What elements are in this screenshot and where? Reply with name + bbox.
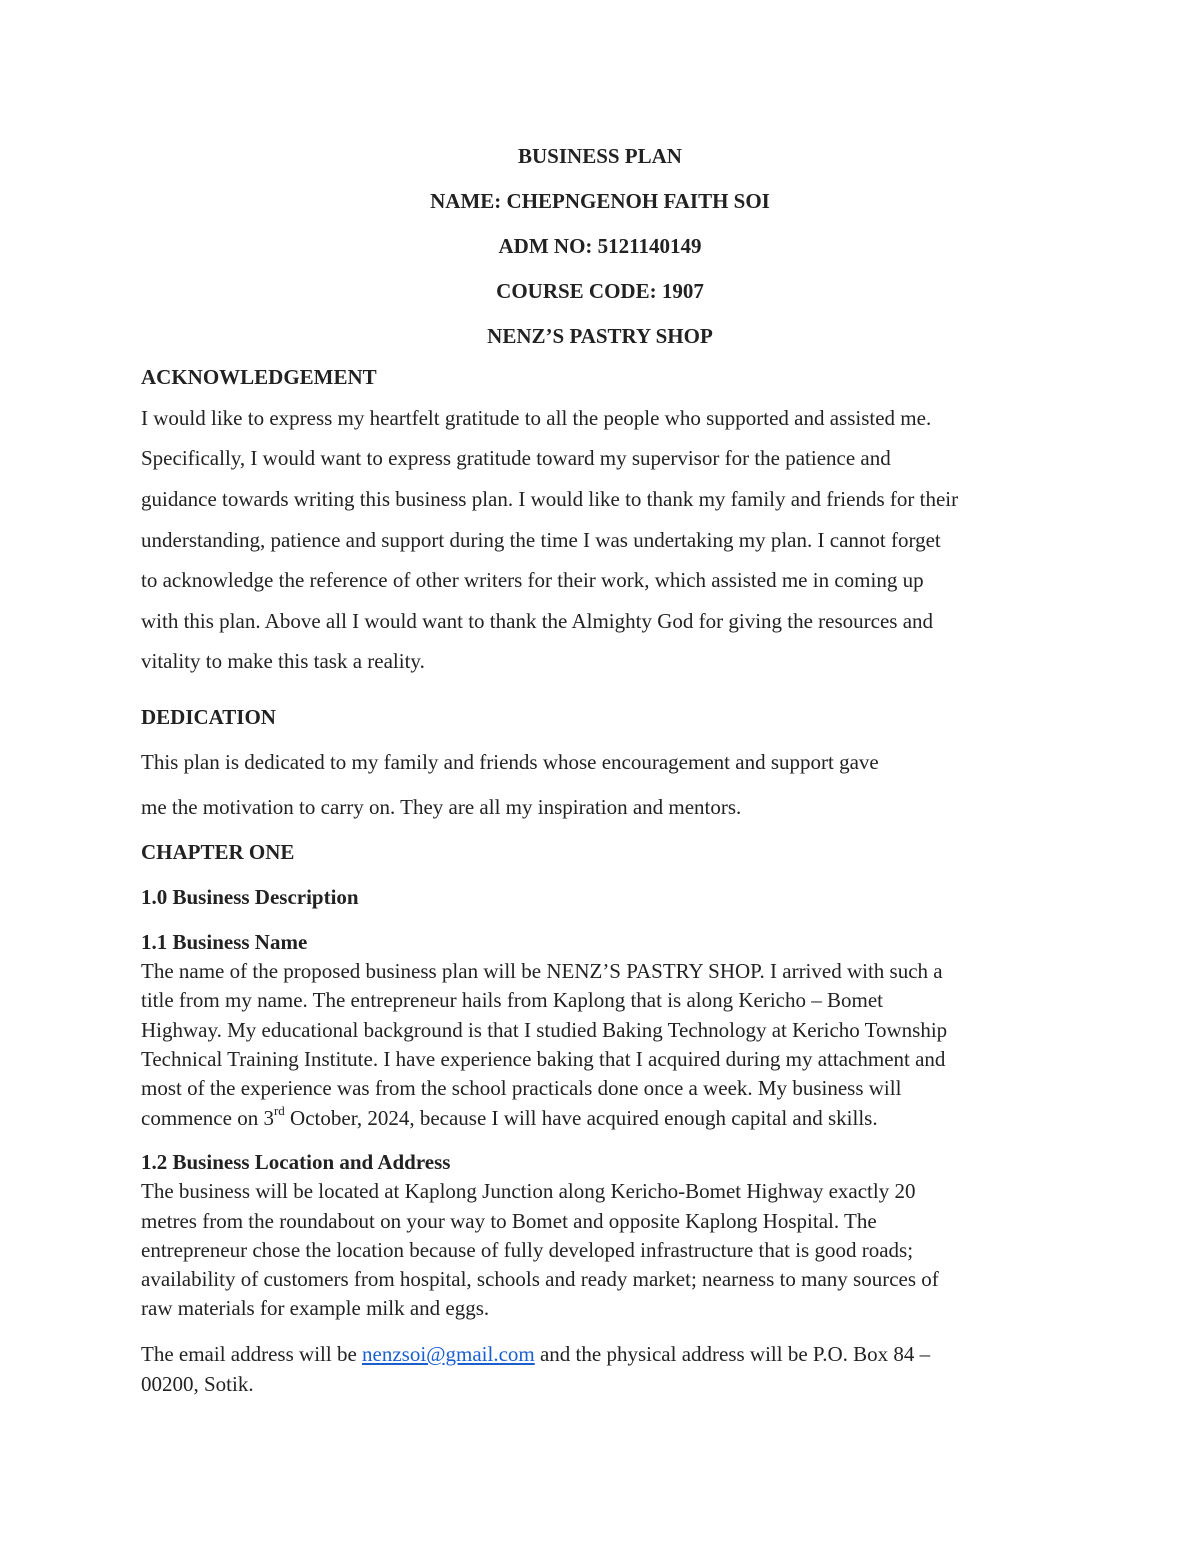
email-link[interactable]: nenzsoi@gmail.com (362, 1342, 535, 1366)
business-name-line: The name of the proposed business plan will be NENZ’S PASTRY SHOP. I arrived with such a (141, 959, 943, 983)
location-line: entrepreneur chose the location because of fully developed infrastructure that is good roads; (141, 1238, 914, 1262)
business-name-last-line (141, 1103, 878, 1130)
acknowledgement-line: Specifically, I would want to express gratitude toward my supervisor for the patience and (141, 446, 891, 470)
chapter-heading: CHAPTER ONE (141, 840, 295, 864)
location-heading: 1.2 Business Location and Address (141, 1150, 451, 1174)
student-name: NAME: CHEPNGENOH FAITH SOI (430, 189, 770, 213)
text-segment: The email address will be (141, 1342, 363, 1366)
course-code: COURSE CODE: 1907 (496, 279, 704, 303)
dedication-heading: DEDICATION (141, 705, 276, 729)
business-name-line: most of the experience was from the school practicals done once a week. My business will (141, 1076, 902, 1100)
admission-number: ADM NO: 5121140149 (498, 234, 702, 258)
shop-name: NENZ’S PASTRY SHOP (487, 324, 713, 348)
dedication-line: me the motivation to carry on. They are all my inspiration and mentors. (141, 795, 742, 819)
location-line: availability of customers from hospital, schools and ready market; nearness to many sources of (141, 1267, 939, 1291)
acknowledgement-heading: ACKNOWLEDGEMENT (141, 365, 377, 389)
acknowledgement-line: understanding, patience and support during the time I was undertaking my plan. I cannot forget (141, 528, 941, 552)
dedication-line: This plan is dedicated to my family and friends whose encouragement and support gave (141, 750, 879, 774)
section-heading: 1.0 Business Description (141, 885, 359, 909)
business-name-heading: 1.1 Business Name (141, 930, 308, 954)
text-segment: October, 2024, because I will have acquired enough capital and skills. (284, 1106, 878, 1130)
doc-title: BUSINESS PLAN (518, 144, 682, 168)
ordinal-suffix: rd (273, 1103, 285, 1118)
business-name-line: Technical Training Institute. I have experience baking that I acquired during my attachment and (141, 1047, 946, 1071)
acknowledgement-line: I would like to express my heartfelt gratitude to all the people who supported and assisted me. (141, 406, 932, 430)
text-segment: and the physical address will be P.O. Box 84 – (534, 1342, 931, 1366)
acknowledgement-line: with this plan. Above all I would want to thank the Almighty God for giving the resources and (141, 609, 934, 633)
business-name-line: Highway. My educational background is that I studied Baking Technology at Kericho Township (141, 1018, 948, 1042)
text-segment: commence on 3 (141, 1106, 274, 1130)
acknowledgement-line: guidance towards writing this business plan. I would like to thank my family and friends for their (141, 487, 959, 511)
email-line (141, 1344, 930, 1365)
acknowledgement-line: vitality to make this task a reality. (141, 649, 425, 673)
location-line: raw materials for example milk and eggs. (141, 1296, 490, 1320)
address-line: 00200, Sotik. (141, 1372, 254, 1396)
business-name-line: title from my name. The entrepreneur hails from Kaplong that is along Kericho – Bomet (141, 988, 883, 1012)
location-line: The business will be located at Kaplong Junction along Kericho-Bomet Highway exactly 20 (141, 1179, 916, 1203)
location-line: metres from the roundabout on your way to Bomet and opposite Kaplong Hospital. The (141, 1209, 877, 1233)
acknowledgement-line: to acknowledge the reference of other writers for their work, which assisted me in coming up (141, 568, 924, 592)
